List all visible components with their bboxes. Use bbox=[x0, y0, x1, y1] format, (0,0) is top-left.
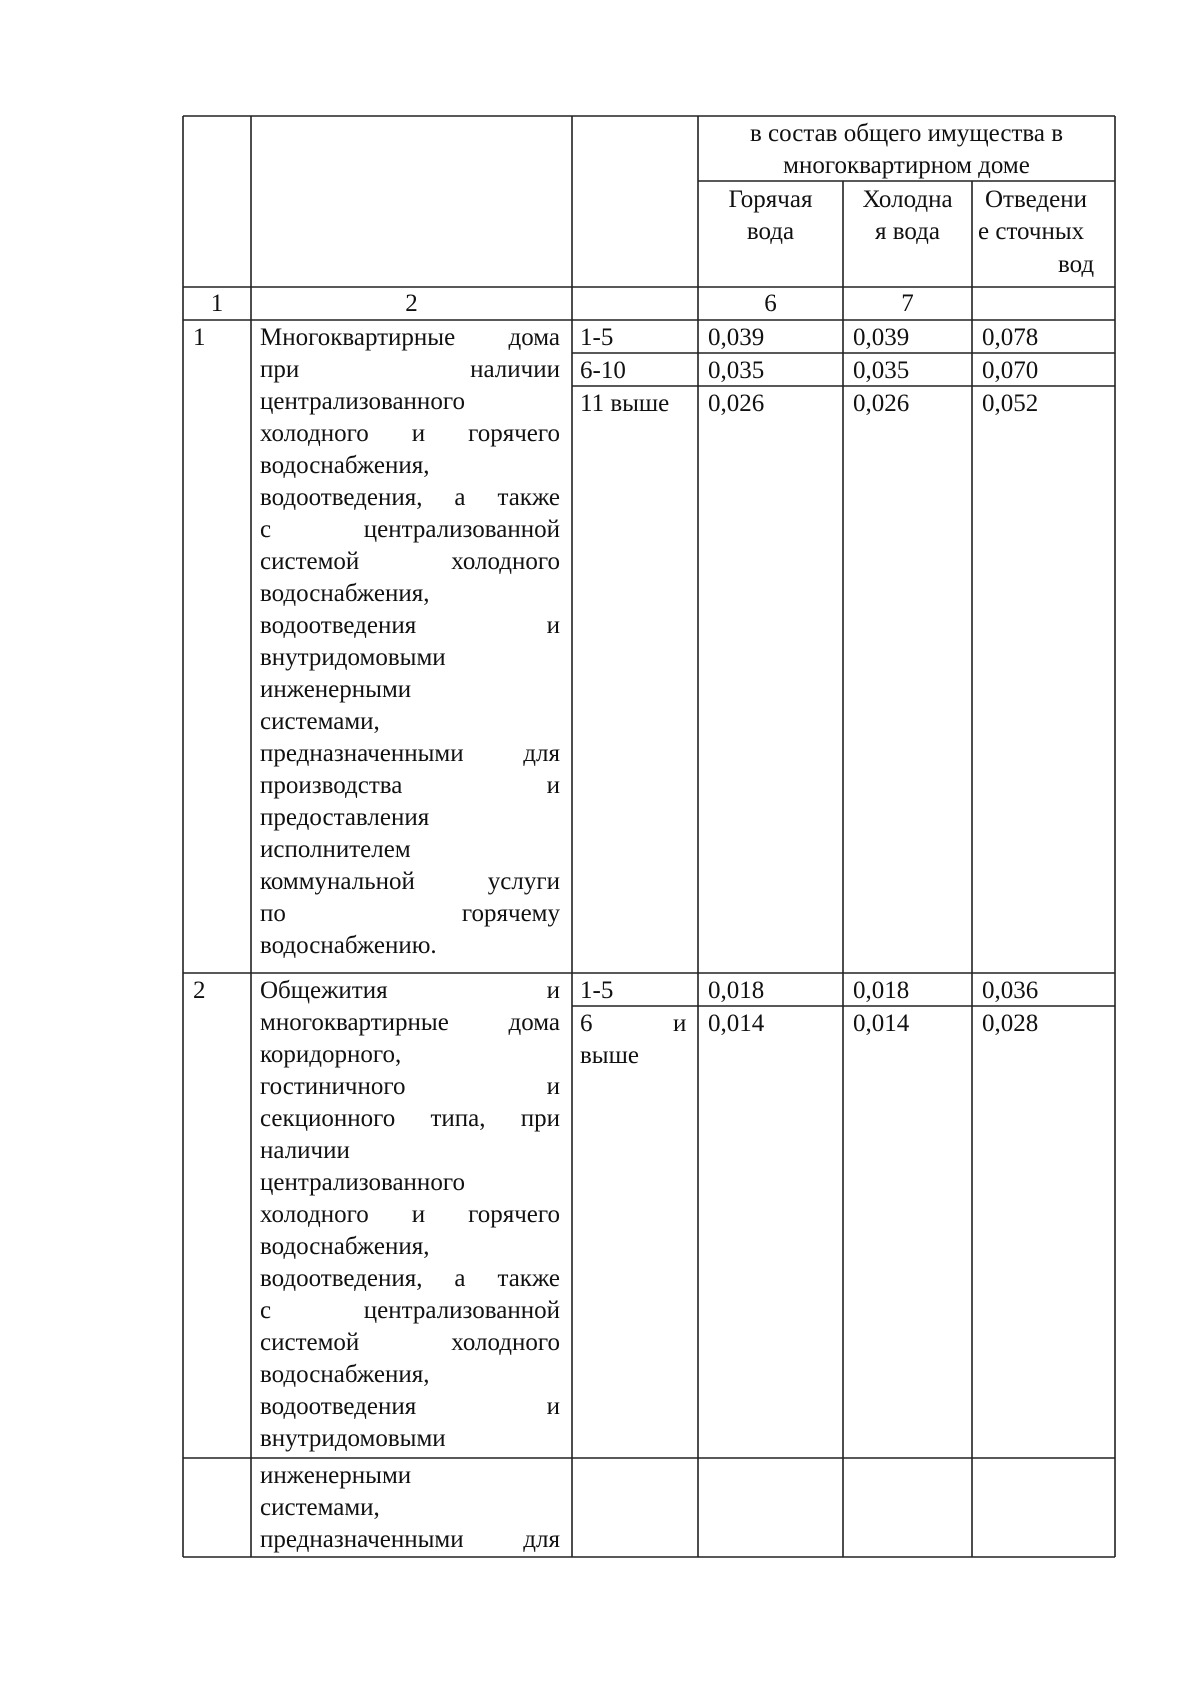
col-number-7: 7 bbox=[901, 290, 914, 317]
row1-desc-line: холодного и горячего bbox=[260, 420, 560, 447]
row2-desc-line: Общежития и bbox=[260, 977, 560, 1004]
row1-floors-3: 11 выше bbox=[580, 390, 670, 417]
header-hot-water-line-1: Горячая bbox=[728, 186, 813, 213]
row2-hot-1: 0,018 bbox=[708, 977, 765, 1004]
row1-desc-line: водоснабжения, bbox=[260, 580, 430, 607]
row1-hot-2: 0,035 bbox=[708, 357, 765, 384]
header-cold-water-line-1: Холодна bbox=[862, 186, 953, 213]
row1-desc-line: с централизованной bbox=[260, 516, 560, 543]
header-sewer-line-3: вод bbox=[1058, 251, 1095, 278]
row2-desc-line: системой холодного bbox=[260, 1329, 560, 1356]
row1-desc-line: водоснабжению. bbox=[260, 932, 437, 959]
col-number-1: 1 bbox=[210, 290, 224, 317]
row2-sewer-2: 0,028 bbox=[982, 1010, 1039, 1037]
row1-desc-line: системой холодного bbox=[260, 548, 560, 575]
row1-cold-3: 0,026 bbox=[853, 390, 910, 417]
row2-desc-line: коридорного, bbox=[260, 1041, 402, 1068]
row2-desc-line: водоснабжения, bbox=[260, 1361, 430, 1388]
row2-cold-2: 0,014 bbox=[853, 1010, 910, 1037]
row1-desc-line: коммунальной услуги bbox=[260, 868, 560, 895]
row2-floors-2a: 6 bbox=[580, 1010, 593, 1037]
row2-desc-line: секционного типа, при bbox=[260, 1105, 560, 1132]
header-group-line-1: в состав общего имущества в bbox=[749, 120, 1063, 147]
header-cold-water-line-2: я вода bbox=[875, 218, 940, 245]
row3-desc-line: предназначенными для bbox=[260, 1526, 560, 1553]
row1-hot-3: 0,026 bbox=[708, 390, 765, 417]
row1-cold-2: 0,035 bbox=[853, 357, 910, 384]
row2-desc-line: водоотведения и bbox=[260, 1393, 560, 1420]
row1-desc-line: водоснабжения, bbox=[260, 452, 430, 479]
row2-desc-line: водоотведения, а также bbox=[260, 1265, 560, 1292]
row2-desc-line: с централизованной bbox=[260, 1297, 560, 1324]
row2-floors-2c: выше bbox=[580, 1042, 639, 1069]
row1-sewer-1: 0,078 bbox=[982, 324, 1039, 351]
row2-desc-line: водоснабжения, bbox=[260, 1233, 430, 1260]
row2-desc-line: наличии bbox=[260, 1137, 350, 1164]
col-number-6: 6 bbox=[764, 290, 777, 317]
row1-desc-line: системами, bbox=[260, 708, 380, 735]
row1-floors-2: 6-10 bbox=[580, 357, 626, 384]
row1-desc-line: предоставления bbox=[260, 804, 430, 831]
row1-sewer-2: 0,070 bbox=[982, 357, 1039, 384]
row3-desc-line: системами, bbox=[260, 1494, 380, 1521]
row2-number: 2 bbox=[193, 977, 206, 1004]
row2-floors-2b: и bbox=[673, 1010, 687, 1037]
row2-desc-line: централизованного bbox=[260, 1169, 465, 1196]
row2-desc-line: внутридомовыми bbox=[260, 1425, 446, 1452]
row1-desc-line: внутридомовыми bbox=[260, 644, 446, 671]
row1-cold-1: 0,039 bbox=[853, 324, 910, 351]
row1-floors-1: 1-5 bbox=[580, 324, 614, 351]
row1-desc-line: водоотведения, а также bbox=[260, 484, 560, 511]
row1-desc-line: водоотведения и bbox=[260, 612, 560, 639]
header-sewer-line-1: Отведени bbox=[985, 186, 1087, 213]
header-group-line-2: многоквартирном доме bbox=[783, 152, 1030, 179]
row2-floors-1: 1-5 bbox=[580, 977, 614, 1004]
row2-hot-2: 0,014 bbox=[708, 1010, 765, 1037]
row2-desc-line: гостиничного и bbox=[260, 1073, 560, 1100]
row1-desc-line: при наличии bbox=[260, 356, 560, 383]
row2-desc-line: многоквартирные дома bbox=[260, 1009, 560, 1036]
row1-desc-line: Многоквартирные дома bbox=[260, 324, 560, 351]
row2-cold-1: 0,018 bbox=[853, 977, 910, 1004]
row1-desc-line: исполнителем bbox=[260, 836, 411, 863]
row1-desc-line: централизованного bbox=[260, 388, 465, 415]
row1-desc-line: по горячему bbox=[260, 900, 560, 927]
header-sewer-line-2: е сточных bbox=[978, 218, 1085, 245]
row1-hot-1: 0,039 bbox=[708, 324, 765, 351]
row1-desc-line: предназначенными для bbox=[260, 740, 560, 767]
header-hot-water-line-2: вода bbox=[746, 218, 795, 245]
row3-desc-line: инженерными bbox=[260, 1462, 412, 1489]
row1-number: 1 bbox=[193, 324, 206, 351]
col-number-2: 2 bbox=[405, 290, 418, 317]
row2-sewer-1: 0,036 bbox=[982, 977, 1039, 1004]
row1-description bbox=[260, 322, 560, 962]
row1-desc-line: инженерными bbox=[260, 676, 412, 703]
row1-desc-line: производства и bbox=[260, 772, 560, 799]
row3-description bbox=[260, 1460, 560, 1556]
row2-description bbox=[260, 975, 560, 1455]
row1-sewer-3: 0,052 bbox=[982, 390, 1039, 417]
row2-desc-line: холодного и горячего bbox=[260, 1201, 560, 1228]
